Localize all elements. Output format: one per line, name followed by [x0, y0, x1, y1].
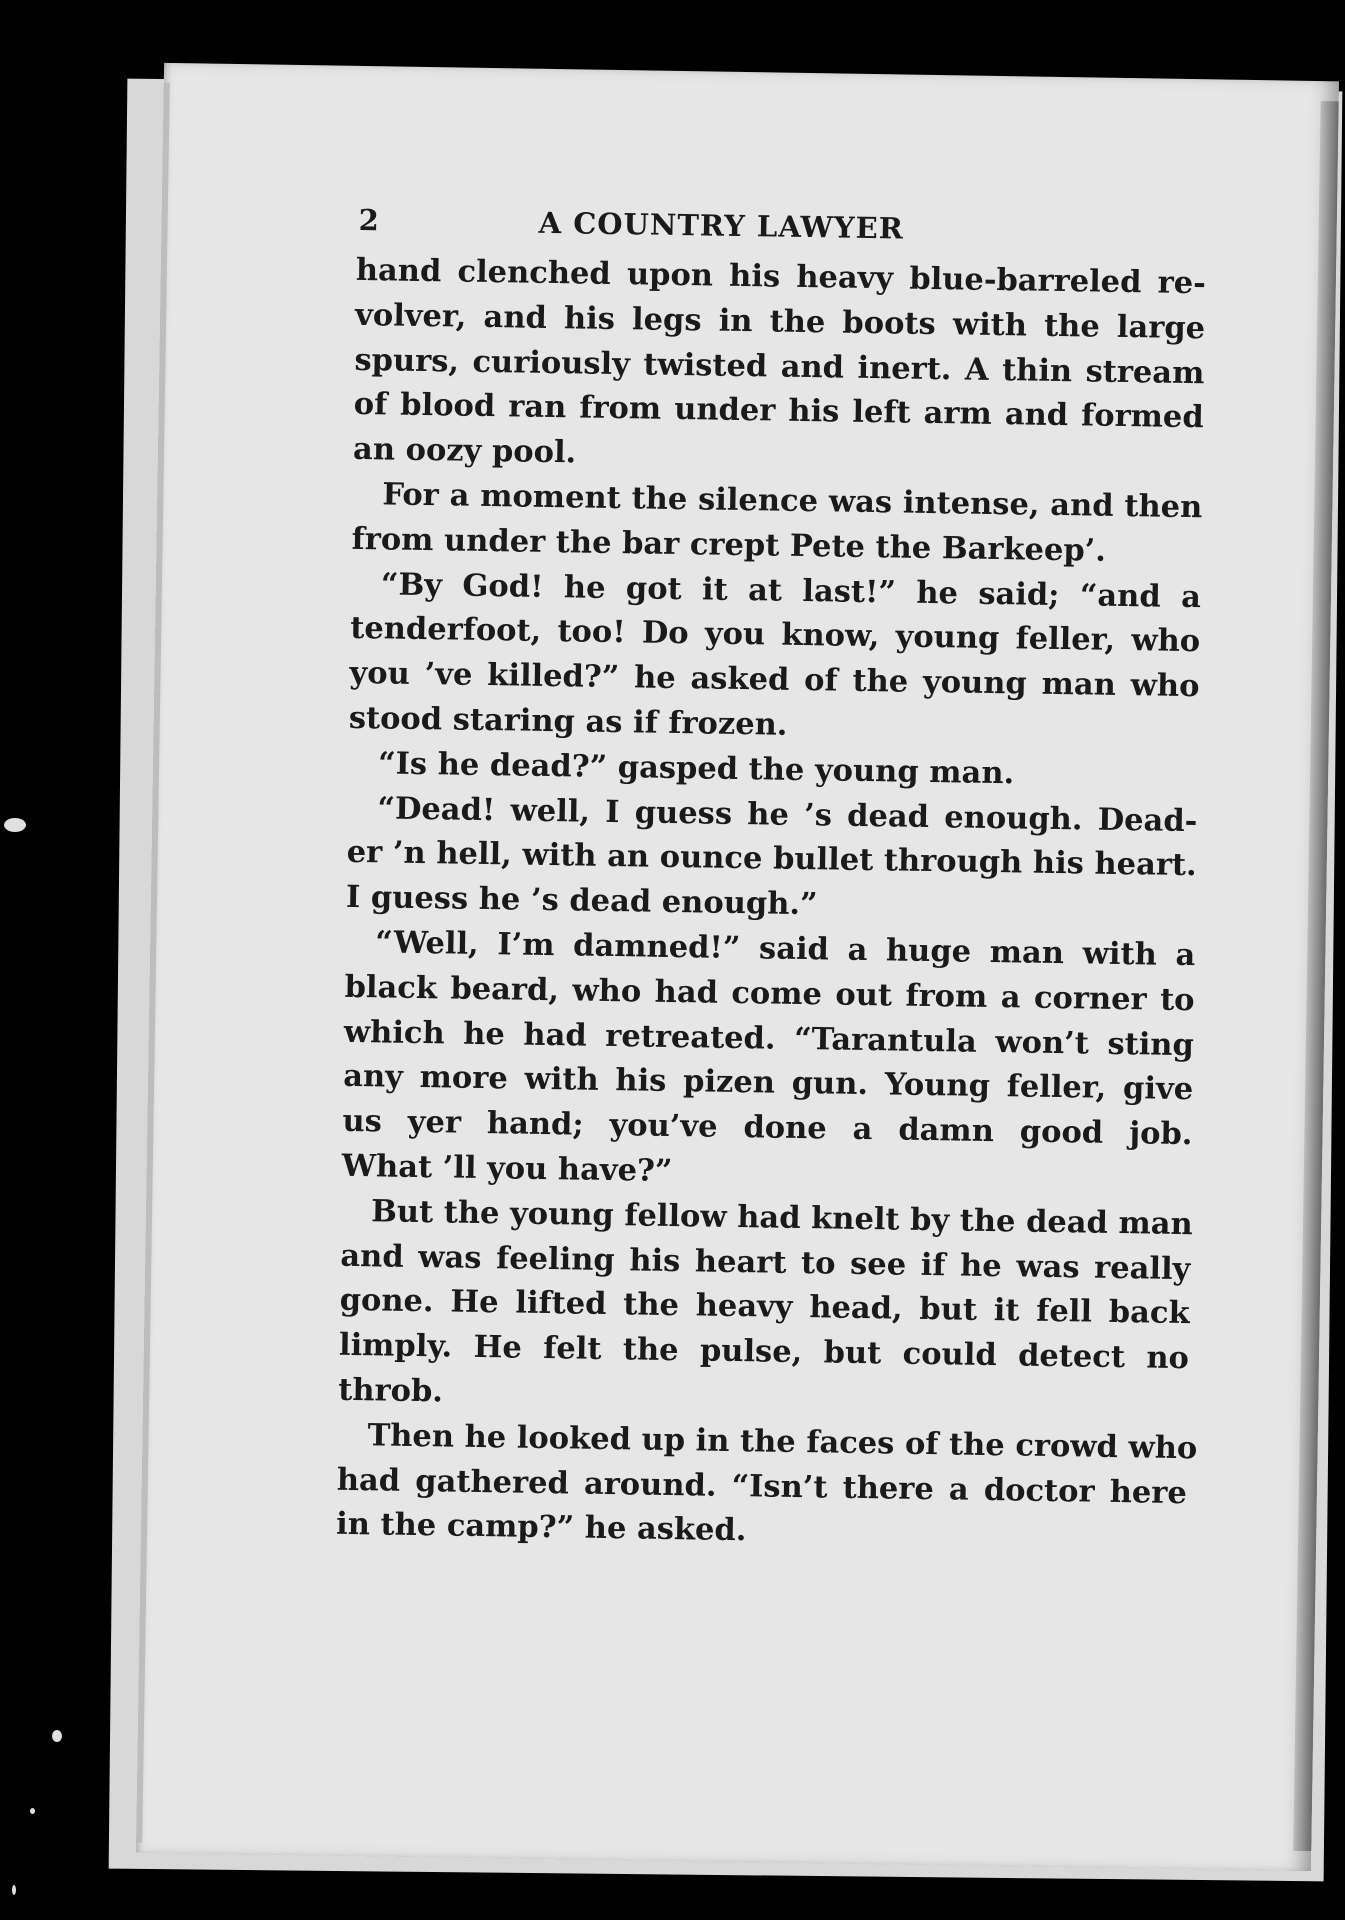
text-line: er ’n hell, with an ounce bullet through his heart. [346, 834, 1197, 884]
text-line: us yer hand; you’ve done a damn good job. [342, 1102, 1193, 1153]
paragraph [346, 785, 1198, 933]
text-line: “Well, I’m damned!” said a huge man with a [375, 924, 1196, 974]
paragraph [353, 248, 1206, 485]
text-line: limply. He felt the pulse, but could detect no [338, 1326, 1190, 1377]
page-number: 2 [358, 202, 381, 238]
paragraph [338, 1189, 1194, 1426]
margin-speck [52, 1730, 62, 1742]
text-line: gone. He lifted the heavy head, but it fell back [339, 1282, 1190, 1332]
text-line: from under the bar crept Pete the Barkeep’. [351, 520, 1107, 569]
margin-speck [30, 1808, 35, 1814]
text-line: “Dead! well, I guess he ’s dead enough. Dead- [377, 789, 1198, 839]
running-title: A COUNTRY LAWYER [538, 205, 905, 246]
text-line: stood staring as if frozen. [348, 699, 788, 743]
text-line: in the camp?” he asked. [335, 1506, 747, 1549]
text-line: and was feeling his heart to see if he was really [340, 1237, 1191, 1287]
text-line: Then he looked up in the faces of the crowd who [367, 1416, 1198, 1466]
paragraph [335, 1412, 1198, 1560]
text-line: What ’ll you have?” [341, 1147, 673, 1189]
text-line: any more with his pizen gun. Young feller, give [342, 1058, 1194, 1108]
margin-speck [12, 1885, 16, 1895]
page-text [336, 198, 1207, 1560]
paragraph [349, 561, 1202, 754]
text-line: spurs, curiously twisted and inert. A thin stream [354, 341, 1205, 391]
book-page [136, 63, 1339, 1871]
text-line: throb. [338, 1371, 444, 1410]
text-line: of blood ran from under his left arm and formed [353, 386, 1204, 436]
text-line: volver, and his legs in the boots with the large [354, 296, 1206, 347]
paragraph [351, 472, 1202, 575]
text-line: had gathered around. “Isn’t there a doctor here [336, 1461, 1188, 1511]
text-line: you ’ve killed?” he asked of the young man who [349, 655, 1200, 705]
text-line: tenderfoot, too! Do you know, young feller, who [349, 610, 1201, 660]
text-line: “By God! he got it at last!” he said; “and a [380, 565, 1202, 615]
margin-speck [4, 818, 26, 832]
text-line: I guess he ’s dead enough.” [345, 879, 818, 923]
text-line: black beard, who had come out from a corner to [344, 968, 1195, 1018]
text-line: an oozy pool. [352, 431, 577, 471]
text-line: hand clenched upon his heavy blue-barreled re- [355, 251, 1207, 302]
text-line: which he had retreated. “Tarantula won’t sting [343, 1013, 1195, 1063]
paragraph [341, 920, 1195, 1202]
text-line: But the young fellow had knelt by the dead man [370, 1193, 1194, 1242]
text-line: For a moment the silence was intense, and then [382, 476, 1203, 526]
text-line: “Is he dead?” gasped the young man. [377, 745, 1015, 792]
